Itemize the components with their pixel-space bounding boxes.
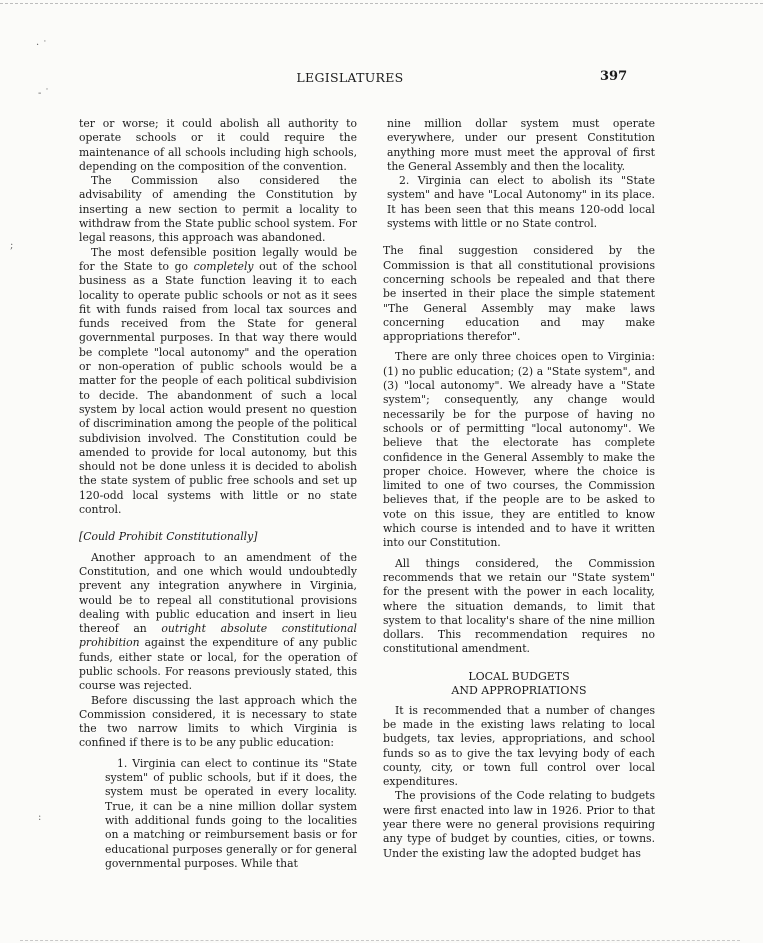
- margin-speck: ;: [10, 240, 14, 251]
- list-item-continued: nine million dollar system must operate everywhere, under our present Constitution anything more must meet the approval of first the General Assembly and then the locality.: [387, 117, 655, 173]
- paragraph: There are only three choices open to Virginia: (1) no public education; (2) a "State system", and (3) "local autonomy". We already have a "State system"; consequently, any change would necessarily be for the purpose of having no schools or of permitting "local autonomy". We believe that the electorate has complete confidence in the General Assembly to make the proper choice. However, where the choice is limited to one of two courses, the Commission believes that, if the people are to be asked to vote on this issue, they are entitled to know which course is intended and to have it written into our Constitution.: [383, 350, 655, 550]
- paragraph: The Commission also considered the advisability of amending the Constitution by inserting a new section to permit a locality to withdraw from the State public school system. For legal reasons, this approach was abandoned.: [79, 174, 357, 245]
- running-header-title: LEGISLATURES: [296, 70, 404, 85]
- page-number: 397: [600, 69, 628, 84]
- paragraph: The final suggestion considered by the Commission is that all constitutional provisions concerning schools be repealed and that there be inserted in their place the simple statement "The General Assembly may make laws concerning education and may make appropriations therefor".: [383, 244, 655, 344]
- section-heading: LOCAL BUDGETS: [468, 669, 570, 683]
- paragraph: Before discussing the last approach which the Commission considered, it is necessary to state the two narrow limits to which Virginia is confined if there is to be any public education:: [79, 693, 357, 750]
- bottom-border: [20, 940, 740, 941]
- paragraph: It is recommended that a number of changes be made in the existing laws relating to local budgets, tax levies, appropriations, and school funds so as to give the tax levying body of each county, city, or town full control over local expenditures.: [383, 703, 655, 789]
- paragraph: Another approach to an amendment of the Constitution, and one which would undoubtedly prevent any integration anywhere in Virginia, would be to repeal all constitutional provisions dealing with public education and insert in lieu thereof an outright absolute constitutional prohibition against the expenditure of any public funds, either state or local, for the operation of public schools. For reasons previously stated, this course was rejected.: [79, 550, 357, 693]
- paragraph: ter or worse; it could abolish all authority to operate schools or it could require the maintenance of all schools including high schools, depending on the composition of the convention.: [79, 117, 357, 173]
- margin-speck: - ˙: [38, 88, 50, 99]
- left-column: [79, 117, 357, 871]
- paragraph: The most defensible position legally would be for the State to go completely out of the school business as a State function leaving it to each locality to operate public schools or not as it sees fit with funds raised from local tax sources and funds received from the State for general governmental purposes. In that way there would be complete "local autonomy" and the operation or non-operation of public schools would be a matter for the people of each political subdivision to decide. The abandonment of such a local system by local action would present no question of discrimination among the people of the political subdivision involved. The Constitution could be amended to provide for local autonomy, but this should not be done unless it is decided to abolish the state system of public free schools and set up 120-odd local systems with little or no state control.: [79, 245, 357, 517]
- margin-speck: :: [38, 812, 42, 823]
- list-item: 2. Virginia can elect to abolish its "State system" and have "Local Autonomy" in its place. It has been seen that this means 120-odd local systems with little or no State control.: [387, 174, 655, 231]
- top-border: [0, 3, 763, 4]
- margin-speck: · ˙: [36, 40, 48, 51]
- section-subheading: [Could Prohibit Constitutionally]: [79, 530, 258, 544]
- paragraph: The provisions of the Code relating to budgets were first enacted into law in 1926. Prior to that year there were no general provisions requiring any type of budget by counties, cities, or towns. Under the existing law the adopted budget has: [383, 789, 655, 860]
- right-column: [383, 117, 655, 861]
- section-heading-line2: AND APPROPRIATIONS: [451, 683, 587, 697]
- list-item: 1. Virginia can elect to continue its "State system" of public schools, but if it does, the system must be operated in every locality. True, it can be a nine million dollar system with additional funds going to the localities on a matching or reimbursement basis or for educational purposes generally or for general governmental purposes. While that: [105, 756, 357, 870]
- paragraph: All things considered, the Commission recommends that we retain our "State system" for the present with the power in each locality, where the situation demands, to limit that system to that locality's share of the nine million dollars. This recommendation requires no constitutional amendment.: [383, 556, 655, 656]
